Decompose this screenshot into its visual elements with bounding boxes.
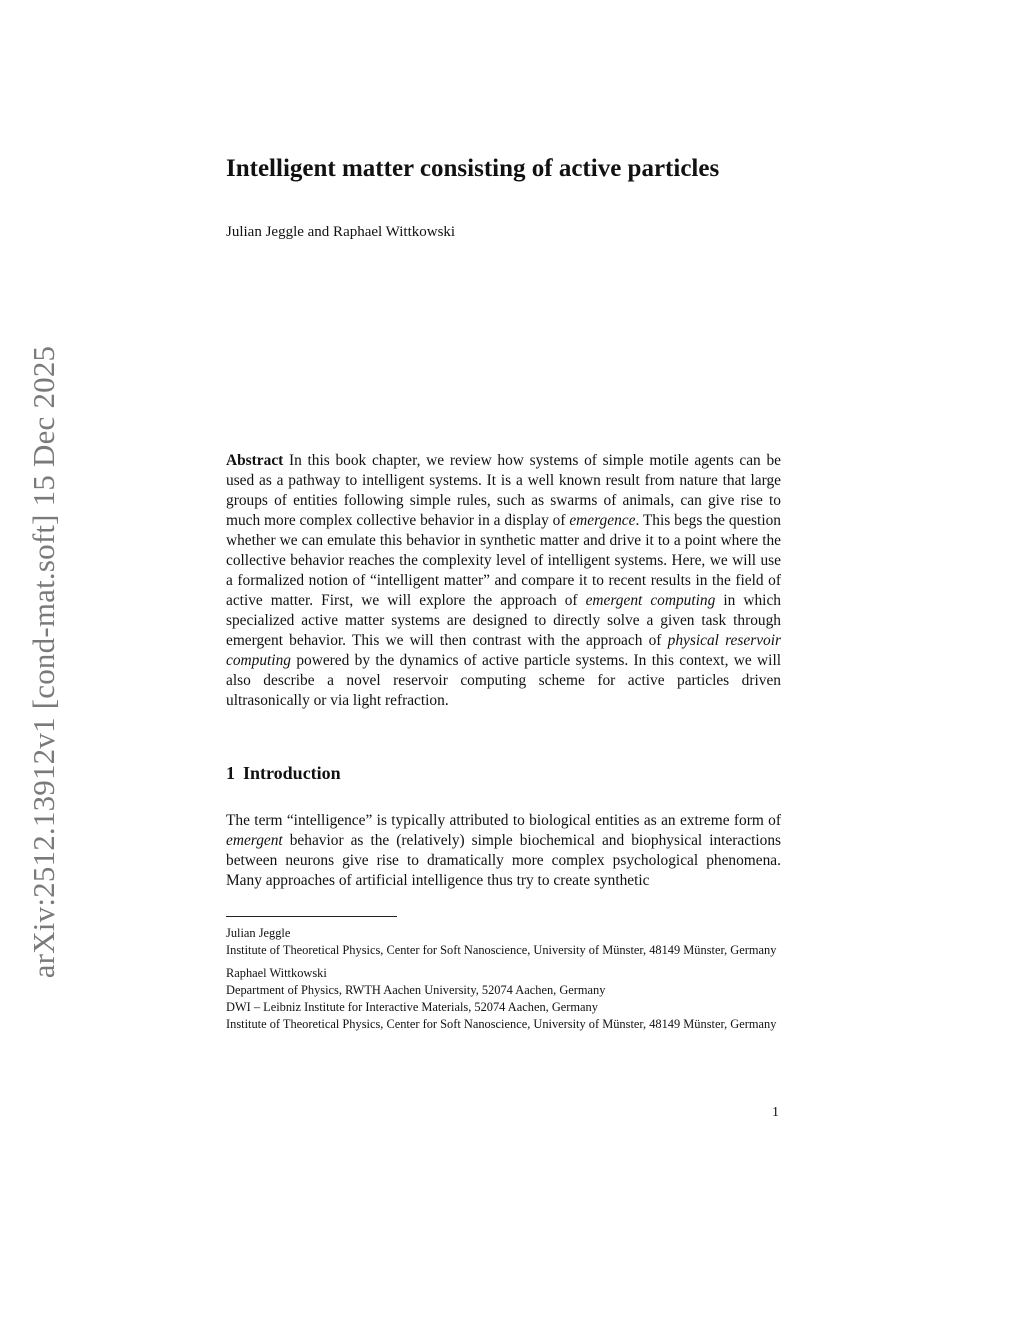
page-number: 1 [772, 1105, 779, 1120]
abstract-emphasis-reservoir-computing: physical reservoir computing [226, 632, 781, 669]
author-list: Julian Jeggle and Raphael Wittkowski [226, 224, 456, 240]
abstract-text-2: . This begs the question whether we can emulate this behavior in synthetic matter and drive it to a point where the collective behavior reaches the complexity level of intelligent systems. Here, we will use a formalized notion of “intelligent matter” and compare it to recent results in the field of active matter. First, we will explore the approach of [226, 512, 781, 609]
abstract-label: Abstract [226, 452, 284, 469]
affiliations-footnote [226, 925, 781, 1033]
intro-text-2: behavior as the (relatively) simple biochemical and biophysical interactions between neurons give rise to dramatically more complex psychological phenomena. Many approaches of artificial intelligence thus try to create synthetic [226, 832, 781, 889]
abstract-text-3: in which specialized active matter systems are designed to directly solve a given task through emergent behavior. This we will then contrast with the approach of [226, 592, 781, 649]
abstract-text-4: powered by the dynamics of active particle systems. In this context, we will also describe a novel reservoir computing scheme for active particles driven ultrasonically or via light refraction. [226, 652, 781, 709]
affiliation-line: DWI – Leibniz Institute for Interactive Materials, 52074 Aachen, Germany [226, 1000, 598, 1014]
affiliation-block-author1 [226, 925, 781, 959]
intro-text-1: The term “intelligence” is typically attributed to biological entities as an extreme form of [226, 812, 781, 829]
intro-emphasis-emergent: emergent [226, 832, 283, 849]
abstract [226, 451, 781, 711]
introduction-paragraph [226, 811, 781, 891]
section-title: Introduction [243, 763, 341, 783]
affiliation-author-name: Julian Jeggle [226, 926, 291, 940]
section-number: 1 [226, 763, 235, 783]
affiliation-author-name: Raphael Wittkowski [226, 966, 327, 980]
affiliation-line: Department of Physics, RWTH Aachen University, 52074 Aachen, Germany [226, 983, 606, 997]
abstract-emphasis-emergent-computing: emergent computing [585, 592, 716, 609]
affiliation-block-author2 [226, 965, 781, 1033]
footnote-divider [226, 916, 397, 917]
affiliation-line: Institute of Theoretical Physics, Center for Soft Nanoscience, University of Münster, 48149 Münster, Germany [226, 1017, 777, 1031]
arxiv-identifier-stamp: arXiv:2512.13912v1 [cond-mat.soft] 15 Dec 2025 [26, 345, 61, 979]
section-heading-introduction [226, 761, 341, 785]
abstract-text-1: In this book chapter, we review how systems of simple motile agents can be used as a pathway to intelligent systems. It is a well known result from nature that large groups of entities following simple rules, such as swarms of animals, can give rise to much more complex collective behavior in a display of [226, 452, 781, 529]
abstract-emphasis-emergence: emergence [569, 512, 636, 529]
affiliation-line: Institute of Theoretical Physics, Center for Soft Nanoscience, University of Münster, 48149 Münster, Germany [226, 943, 777, 957]
paper-title: Intelligent matter consisting of active particles [226, 155, 720, 182]
